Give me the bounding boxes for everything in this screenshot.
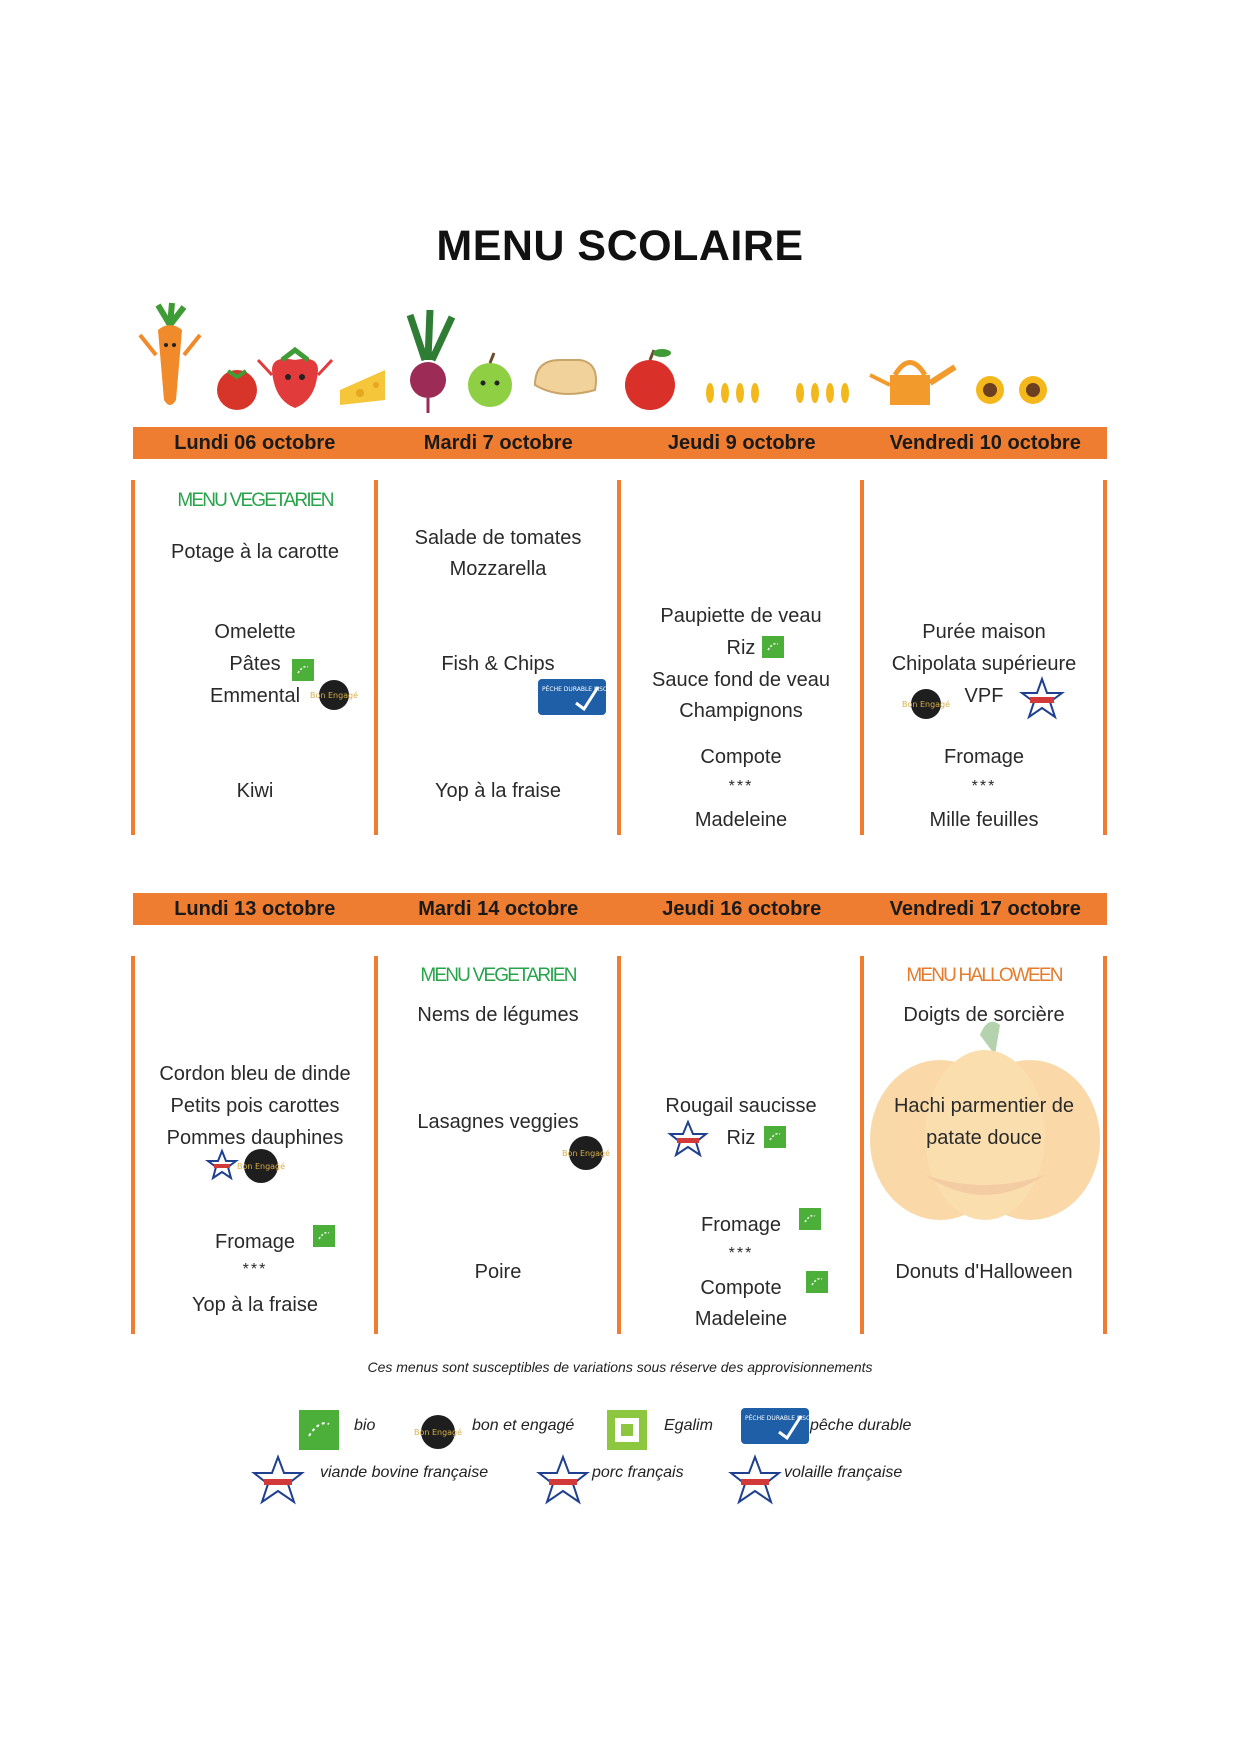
tomato-icon bbox=[217, 370, 257, 410]
dish: Fromage bbox=[700, 1214, 782, 1236]
green-apple-icon bbox=[468, 353, 512, 407]
dish: Mozzarella bbox=[449, 558, 547, 580]
msc-peche-durable-icon bbox=[538, 679, 606, 715]
bio-icon bbox=[764, 1126, 786, 1148]
bon-engage-icon bbox=[413, 1414, 463, 1450]
bio-icon bbox=[292, 659, 314, 681]
dish: Poire bbox=[474, 1261, 522, 1283]
dish: Salade de tomates bbox=[414, 527, 582, 549]
legend-label-egalim: Egalim bbox=[664, 1417, 713, 1434]
dish: Riz bbox=[726, 637, 756, 659]
day-header: Vendredi 10 octobre bbox=[889, 432, 1081, 454]
dish: Lasagnes veggies bbox=[417, 1111, 579, 1133]
dish: Rougail saucisse bbox=[665, 1095, 817, 1117]
dish: Emmental bbox=[209, 685, 301, 707]
legend-label-bio: bio bbox=[354, 1417, 376, 1434]
day-header: Jeudi 16 octobre bbox=[662, 898, 822, 920]
svg-text:Bon Engagé: Bon Engagé bbox=[309, 691, 359, 700]
vegetarian-label: MENU VEGETARIEN bbox=[420, 965, 576, 986]
svg-text:Bon Engagé: Bon Engagé bbox=[561, 1149, 611, 1158]
day-header: Lundi 06 octobre bbox=[174, 432, 336, 454]
carrot-icon bbox=[140, 303, 200, 405]
bon-engage-icon bbox=[309, 679, 359, 711]
dish: Chipolata supérieure bbox=[891, 653, 1077, 675]
dish: Riz bbox=[726, 1127, 756, 1149]
svg-text:Bon Engagé: Bon Engagé bbox=[236, 1162, 286, 1171]
dish: Nems de légumes bbox=[417, 1004, 579, 1026]
bio-icon bbox=[762, 636, 784, 658]
day-header: Mardi 7 octobre bbox=[423, 432, 573, 454]
dish: Petits pois carottes bbox=[170, 1095, 340, 1117]
bio-icon bbox=[799, 1208, 821, 1230]
dish: Fish & Chips bbox=[441, 653, 555, 675]
corn-icon bbox=[706, 383, 849, 403]
red-apple-icon bbox=[625, 349, 675, 410]
svg-text:PÊCHE DURABLE MSC: PÊCHE DURABLE MSC bbox=[745, 1415, 811, 1422]
disclaimer-note: Ces menus sont susceptibles de variations sous réserve des approvisionnements bbox=[367, 1359, 873, 1375]
day-header: Vendredi 17 octobre bbox=[889, 898, 1081, 920]
dish: Paupiette de veau bbox=[660, 605, 822, 627]
dish: Hachi parmentier de bbox=[893, 1095, 1075, 1117]
cheese-icon bbox=[340, 370, 385, 405]
dish: Mille feuilles bbox=[929, 809, 1039, 831]
dish: Kiwi bbox=[236, 780, 274, 802]
dish: patate douce bbox=[926, 1127, 1042, 1149]
dish: Donuts d'Halloween bbox=[895, 1261, 1073, 1283]
egalim-icon bbox=[607, 1410, 647, 1450]
dish: Potage à la carotte bbox=[171, 541, 339, 563]
day-header: Mardi 14 octobre bbox=[418, 898, 579, 920]
beet-icon bbox=[410, 310, 452, 413]
bio-icon bbox=[299, 1410, 339, 1450]
dish: Pommes dauphines bbox=[166, 1127, 344, 1149]
bon-engage-icon bbox=[901, 688, 951, 720]
dish: Omelette bbox=[214, 621, 296, 643]
dish: Doigts de sorcière bbox=[903, 1004, 1065, 1026]
food-illustrations bbox=[140, 305, 1100, 415]
legend-label-bon: bon et engagé bbox=[472, 1417, 575, 1434]
bread-icon bbox=[535, 360, 596, 394]
week2-day-bar bbox=[133, 893, 1107, 925]
bon-engage-icon bbox=[561, 1135, 611, 1171]
dish: Fromage bbox=[214, 1231, 296, 1253]
dish: Madeleine bbox=[694, 809, 788, 831]
dish: VPF bbox=[964, 685, 1004, 707]
bon-engage-icon bbox=[236, 1148, 286, 1184]
bio-icon bbox=[806, 1271, 828, 1293]
dish: Pâtes bbox=[229, 653, 281, 675]
separator: *** bbox=[242, 1261, 268, 1278]
svg-text:PÊCHE DURABLE MSC: PÊCHE DURABLE MSC bbox=[542, 686, 608, 693]
legend-label-volaille: volaille française bbox=[784, 1464, 903, 1481]
sunflower-icon bbox=[976, 376, 1047, 404]
msc-peche-durable-icon bbox=[741, 1408, 809, 1444]
dish: Madeleine bbox=[694, 1308, 788, 1330]
svg-text:Bon Engagé: Bon Engagé bbox=[413, 1428, 463, 1437]
watering-can-icon bbox=[870, 363, 955, 406]
separator: *** bbox=[728, 1245, 754, 1262]
halloween-label: MENU HALLOWEEN bbox=[906, 965, 1062, 986]
day-header: Jeudi 9 octobre bbox=[667, 432, 816, 454]
dish: Yop à la fraise bbox=[191, 1294, 318, 1316]
strawberry-icon bbox=[258, 350, 332, 408]
legend-label-peche: pêche durable bbox=[810, 1417, 912, 1434]
vegetarian-label: MENU VEGETARIEN bbox=[177, 490, 333, 511]
separator: *** bbox=[728, 778, 754, 795]
porc-francais-icon bbox=[535, 1455, 591, 1505]
bio-icon bbox=[313, 1225, 335, 1247]
dish: Compote bbox=[700, 1277, 782, 1299]
dish: Cordon bleu de dinde bbox=[159, 1063, 351, 1085]
dish: Champignons bbox=[679, 700, 803, 722]
page-title: MENU SCOLAIRE bbox=[436, 222, 804, 270]
dish: Purée maison bbox=[922, 621, 1046, 643]
dish: Sauce fond de veau bbox=[652, 669, 830, 691]
porc-francais-icon bbox=[668, 1121, 708, 1157]
dish: Yop à la fraise bbox=[434, 780, 561, 802]
week1-day-bar bbox=[133, 427, 1107, 459]
volaille-francaise-icon bbox=[727, 1455, 783, 1505]
dish: Compote bbox=[700, 746, 782, 768]
volaille-francaise-icon bbox=[1020, 677, 1064, 719]
dish: Fromage bbox=[943, 746, 1025, 768]
legend-label-bovine: viande bovine française bbox=[320, 1464, 489, 1481]
volaille-francaise-icon bbox=[207, 1150, 237, 1180]
viande-bovine-francaise-icon bbox=[250, 1455, 306, 1505]
svg-text:Bon Engagé: Bon Engagé bbox=[901, 700, 951, 709]
separator: *** bbox=[971, 778, 997, 795]
day-header: Lundi 13 octobre bbox=[174, 898, 336, 920]
legend-label-porc: porc français bbox=[592, 1464, 684, 1481]
